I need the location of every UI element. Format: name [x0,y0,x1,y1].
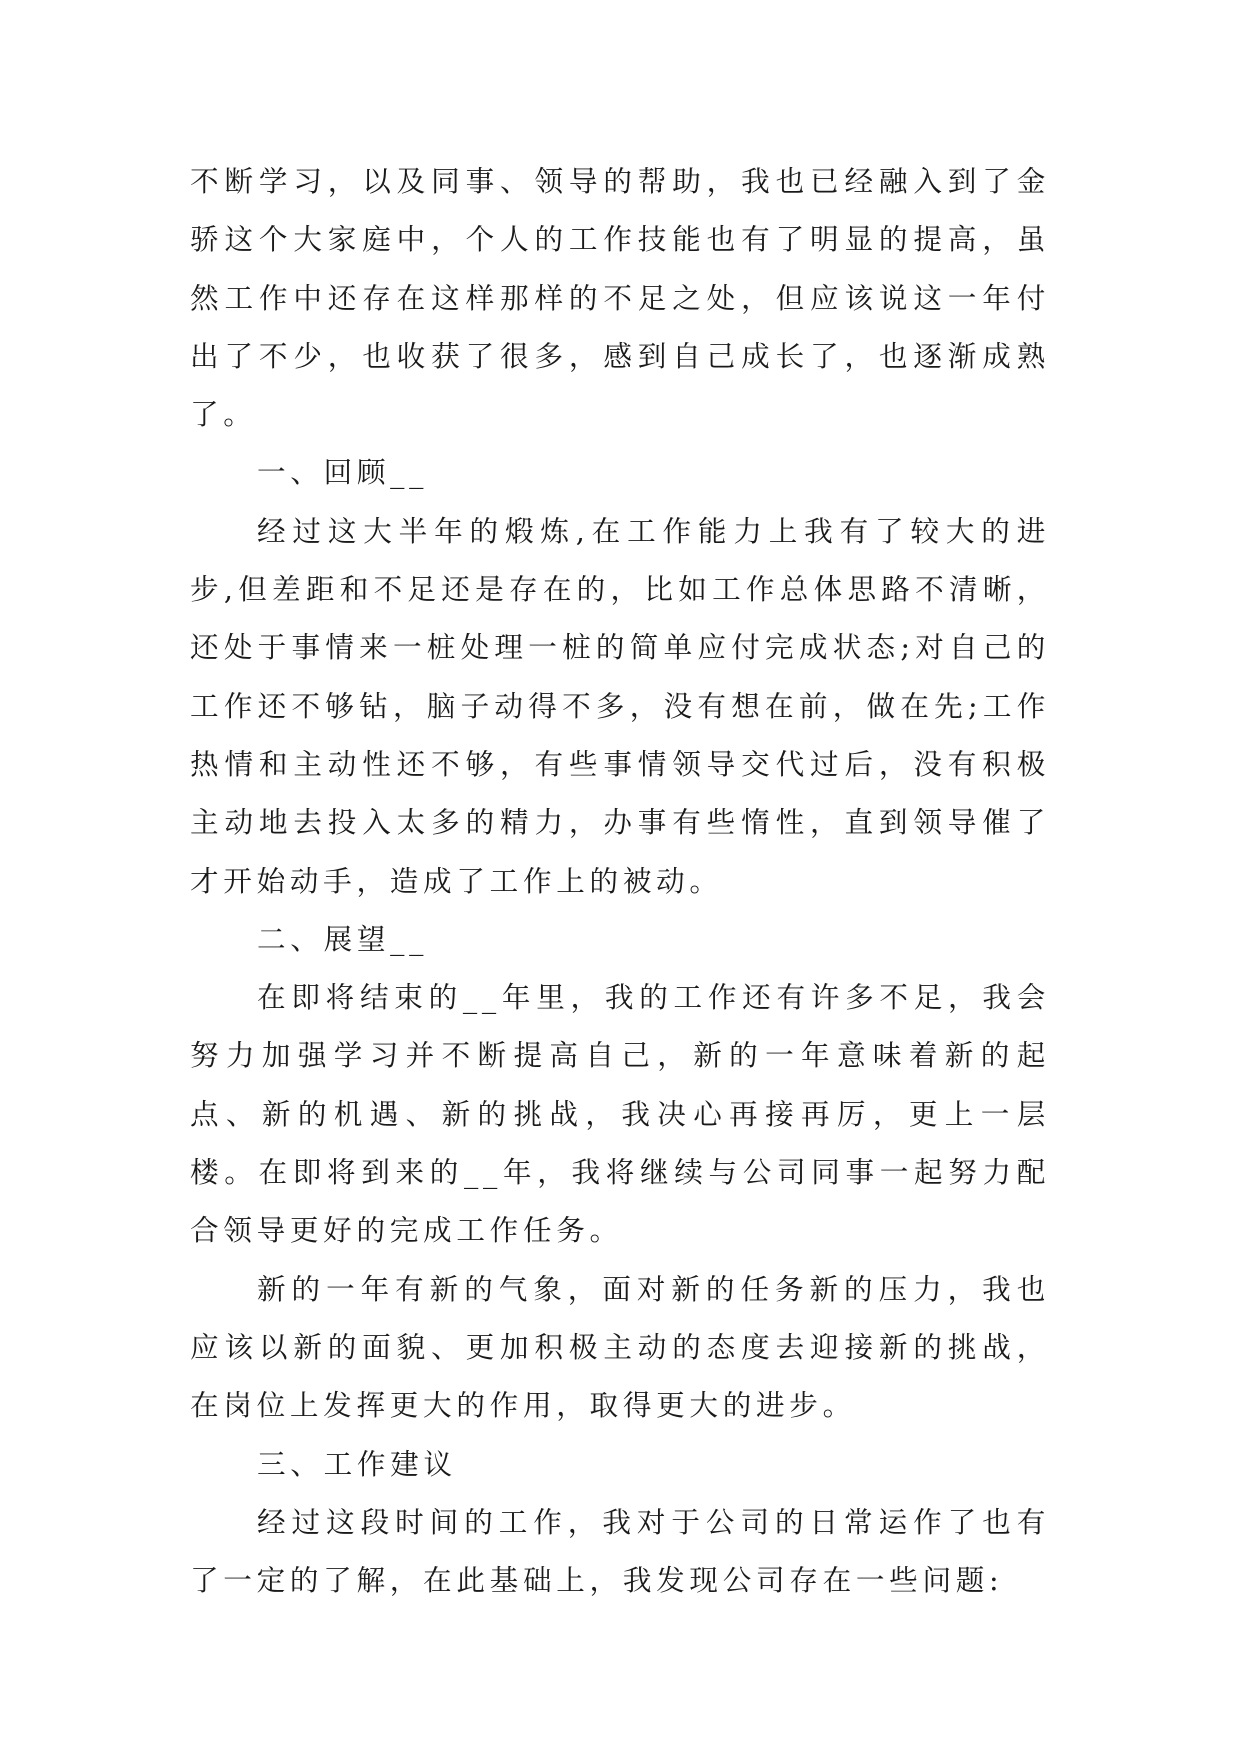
paragraph-new-year: 新的一年有新的气象，面对新的任务新的压力，我也应该以新的面貌、更加积极主动的态度去迎接新的挑战，在岗位上发挥更大的作用，取得更大的进步。 [190,1271,1050,1423]
paragraph-review: 经过这大半年的煅炼,在工作能力上我有了较大的进步,但差距和不足还是存在的，比如工作总体思路不清晰，还处于事情来一桩处理一桩的简单应付完成状态;对自己的工作还不够钻，脑子动得不多，没有想在前，做在先;工作热情和主动性还不够，有些事情领导交代过后，没有积极主动地去投入太多的精力，办事有些惰性，直到领导催了才开始动手，造成了工作上的被动。 [190,513,1050,898]
document-page [190,152,1050,1609]
section-heading-outlook: 二、展望__ [257,921,429,956]
section-heading-review: 一、回顾__ [257,455,429,490]
paragraph-intro-continued: 不断学习，以及同事、领导的帮助，我也已经融入到了金骄这个大家庭中，个人的工作技能也有了明显的提高，虽然工作中还存在这样那样的不足之处，但应该说这一年付出了不少，也收获了很多，感到自己成长了，也逐渐成熟了。 [190,164,1050,432]
paragraph-suggestions: 经过这段时间的工作，我对于公司的日常运作了也有了一定的了解，在此基础上，我发现公司存在一些问题: [190,1504,1050,1598]
paragraph-outlook: 在即将结束的__年里，我的工作还有许多不足，我会努力加强学习并不断提高自己，新的一年意味着新的起点、新的机遇、新的挑战，我决心再接再厉，更上一层楼。在即将到来的__年，我将继续与公司同事一起努力配合领导更好的完成工作任务。 [190,980,1050,1248]
section-heading-suggestions: 三、工作建议 [257,1446,457,1481]
